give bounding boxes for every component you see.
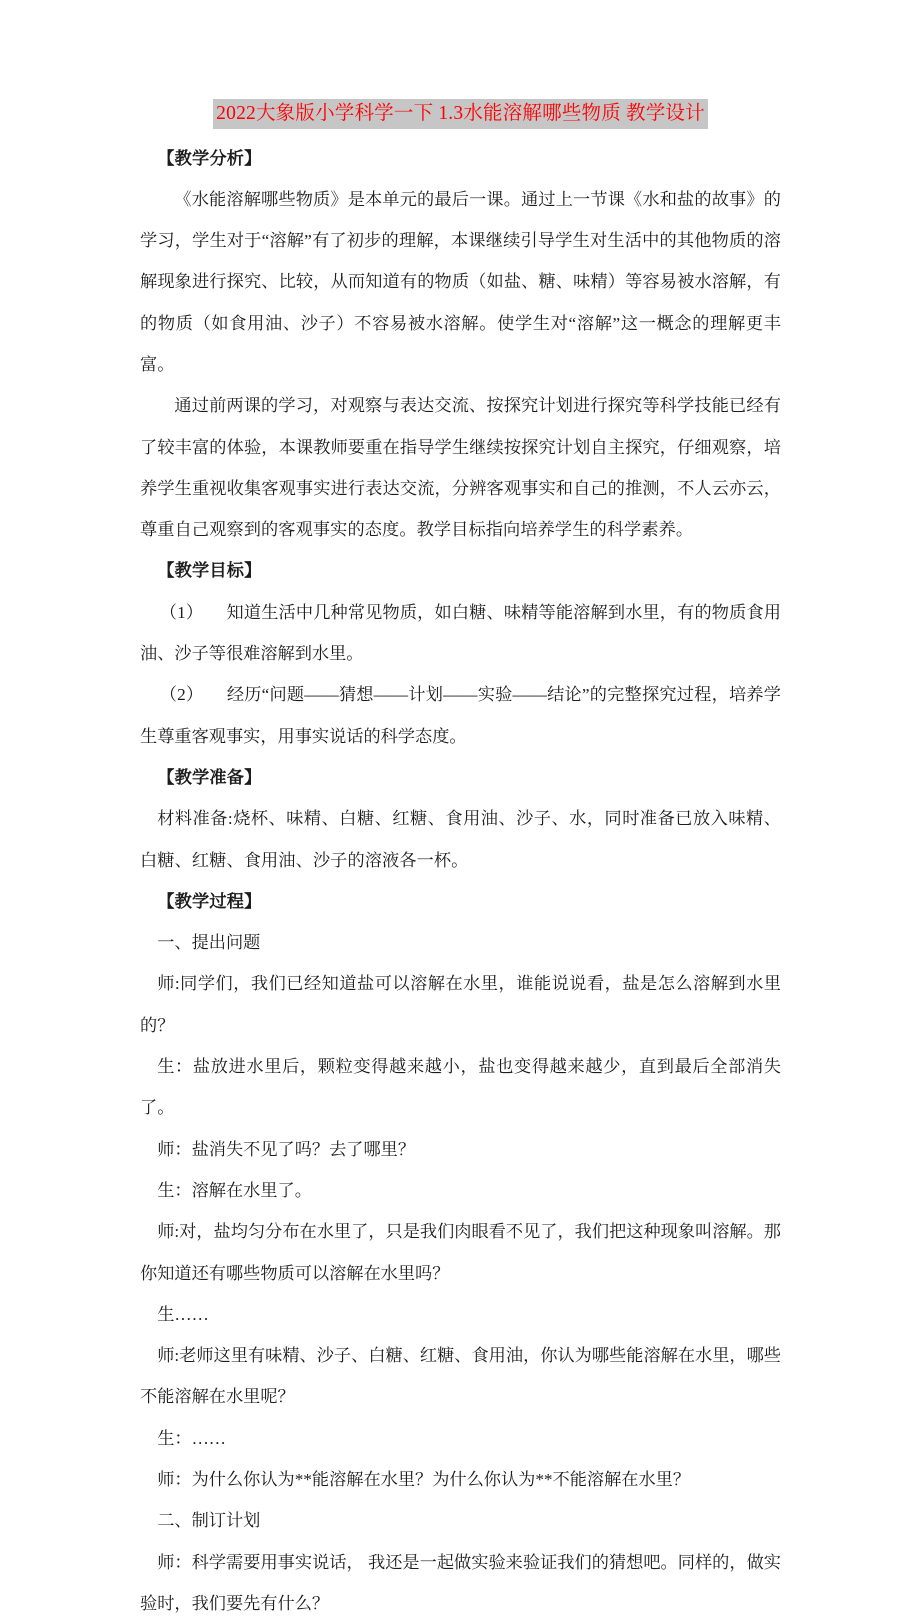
analysis-paragraph-1: 《水能溶解哪些物质》是本单元的最后一课。通过上一节课《水和盐的故事》的学习，学生对于“溶解”有了初步的理解，本课继续引导学生对生活中的其他物质的溶解现象进行探究、比较，从而知道有的物质（如盐、糖、味精）等容易被水溶解，有的物质（如食用油、沙子）不容易被水溶解。使学生对“溶解”这一概念的理解更丰富。 [140, 189, 781, 374]
dialog-line-5: 师:对，盐均匀分布在水里了，只是我们肉眼看不见了，我们把这种现象叫溶解。那你知道还有哪些物质可以溶解在水里吗？ [140, 1222, 781, 1283]
dialog-line-4: 生：溶解在水里了。 [157, 1180, 312, 1200]
document-title-text: 2022大象版小学科学一下 1.3水能溶解哪些物质 教学设计 [213, 99, 708, 129]
section-heading-teaching-process: 【教学过程】 [157, 891, 262, 911]
dialog-line-9: 师：为什么你认为**能溶解在水里？为什么你认为**不能溶解在水里？ [157, 1470, 691, 1489]
dialog-line-8: 生：…… [157, 1428, 226, 1448]
goal-item-1 [140, 592, 781, 675]
dialog-line-2: 生：盐放进水里后，颗粒变得越来越小，盐也变得越来越少，直到最后全部消失了。 [140, 1057, 781, 1118]
section-heading-teaching-analysis: 【教学分析】 [157, 148, 262, 168]
process-step-2-title: 二、制订计划 [157, 1511, 261, 1531]
dialog-line-7: 师:老师这里有味精、沙子、白糖、红糖、食用油，你认为哪些能溶解在水里，哪些不能溶解在水里呢？ [140, 1346, 781, 1407]
goal-item-2-text: 经历“问题——猜想——计划——实验——结论”的完整探究过程，培养学生尊重客观事实，用事实说话的科学态度。 [140, 685, 781, 746]
goal-item-1-text: 知道生活中几种常见物质，如白糖、味精等能溶解到水里，有的物质食用油、沙子等很难溶解到水里。 [140, 602, 781, 664]
document-title [140, 104, 781, 124]
preparation-materials-text: 材料准备:烧杯、味精、白糖、红糖、食用油、沙子、水，同时准备已放入味精、白糖、红糖、食用油、沙子的溶液各一杯。 [140, 809, 781, 870]
document-body [140, 104, 781, 1624]
dialog-line-1: 师:同学们，我们已经知道盐可以溶解在水里，谁能说说看，盐是怎么溶解到水里的？ [140, 974, 781, 1035]
section-heading-teaching-preparation: 【教学准备】 [157, 767, 262, 787]
goal-item-2 [140, 674, 781, 757]
analysis-paragraph-2: 通过前两课的学习，对观察与表达交流、按探究计划进行探究等科学技能已经有了较丰富的体验，本课教师要重在指导学生继续按探究计划自主探究，仔细观察，培养学生重视收集客观事实进行表达交流，分辨客观事实和自己的推测，不人云亦云，尊重自己观察到的客观事实的态度。教学目标指向培养学生的科学素养。 [140, 396, 781, 540]
goal-item-2-number: （2） [159, 685, 204, 705]
dialog-line-10: 师：科学需要用事实说话， 我还是一起做实验来验证我们的猜想吧。同样的，做实验时，我们要先有什么？ [140, 1552, 781, 1613]
dialog-line-3: 师：盐消失不见了吗？去了哪里？ [157, 1139, 416, 1159]
process-step-1-title: 一、提出问题 [157, 933, 261, 953]
goal-item-1-number: （1） [159, 602, 204, 622]
dialog-line-6: 生…… [157, 1304, 209, 1324]
section-heading-teaching-goals: 【教学目标】 [157, 561, 262, 581]
